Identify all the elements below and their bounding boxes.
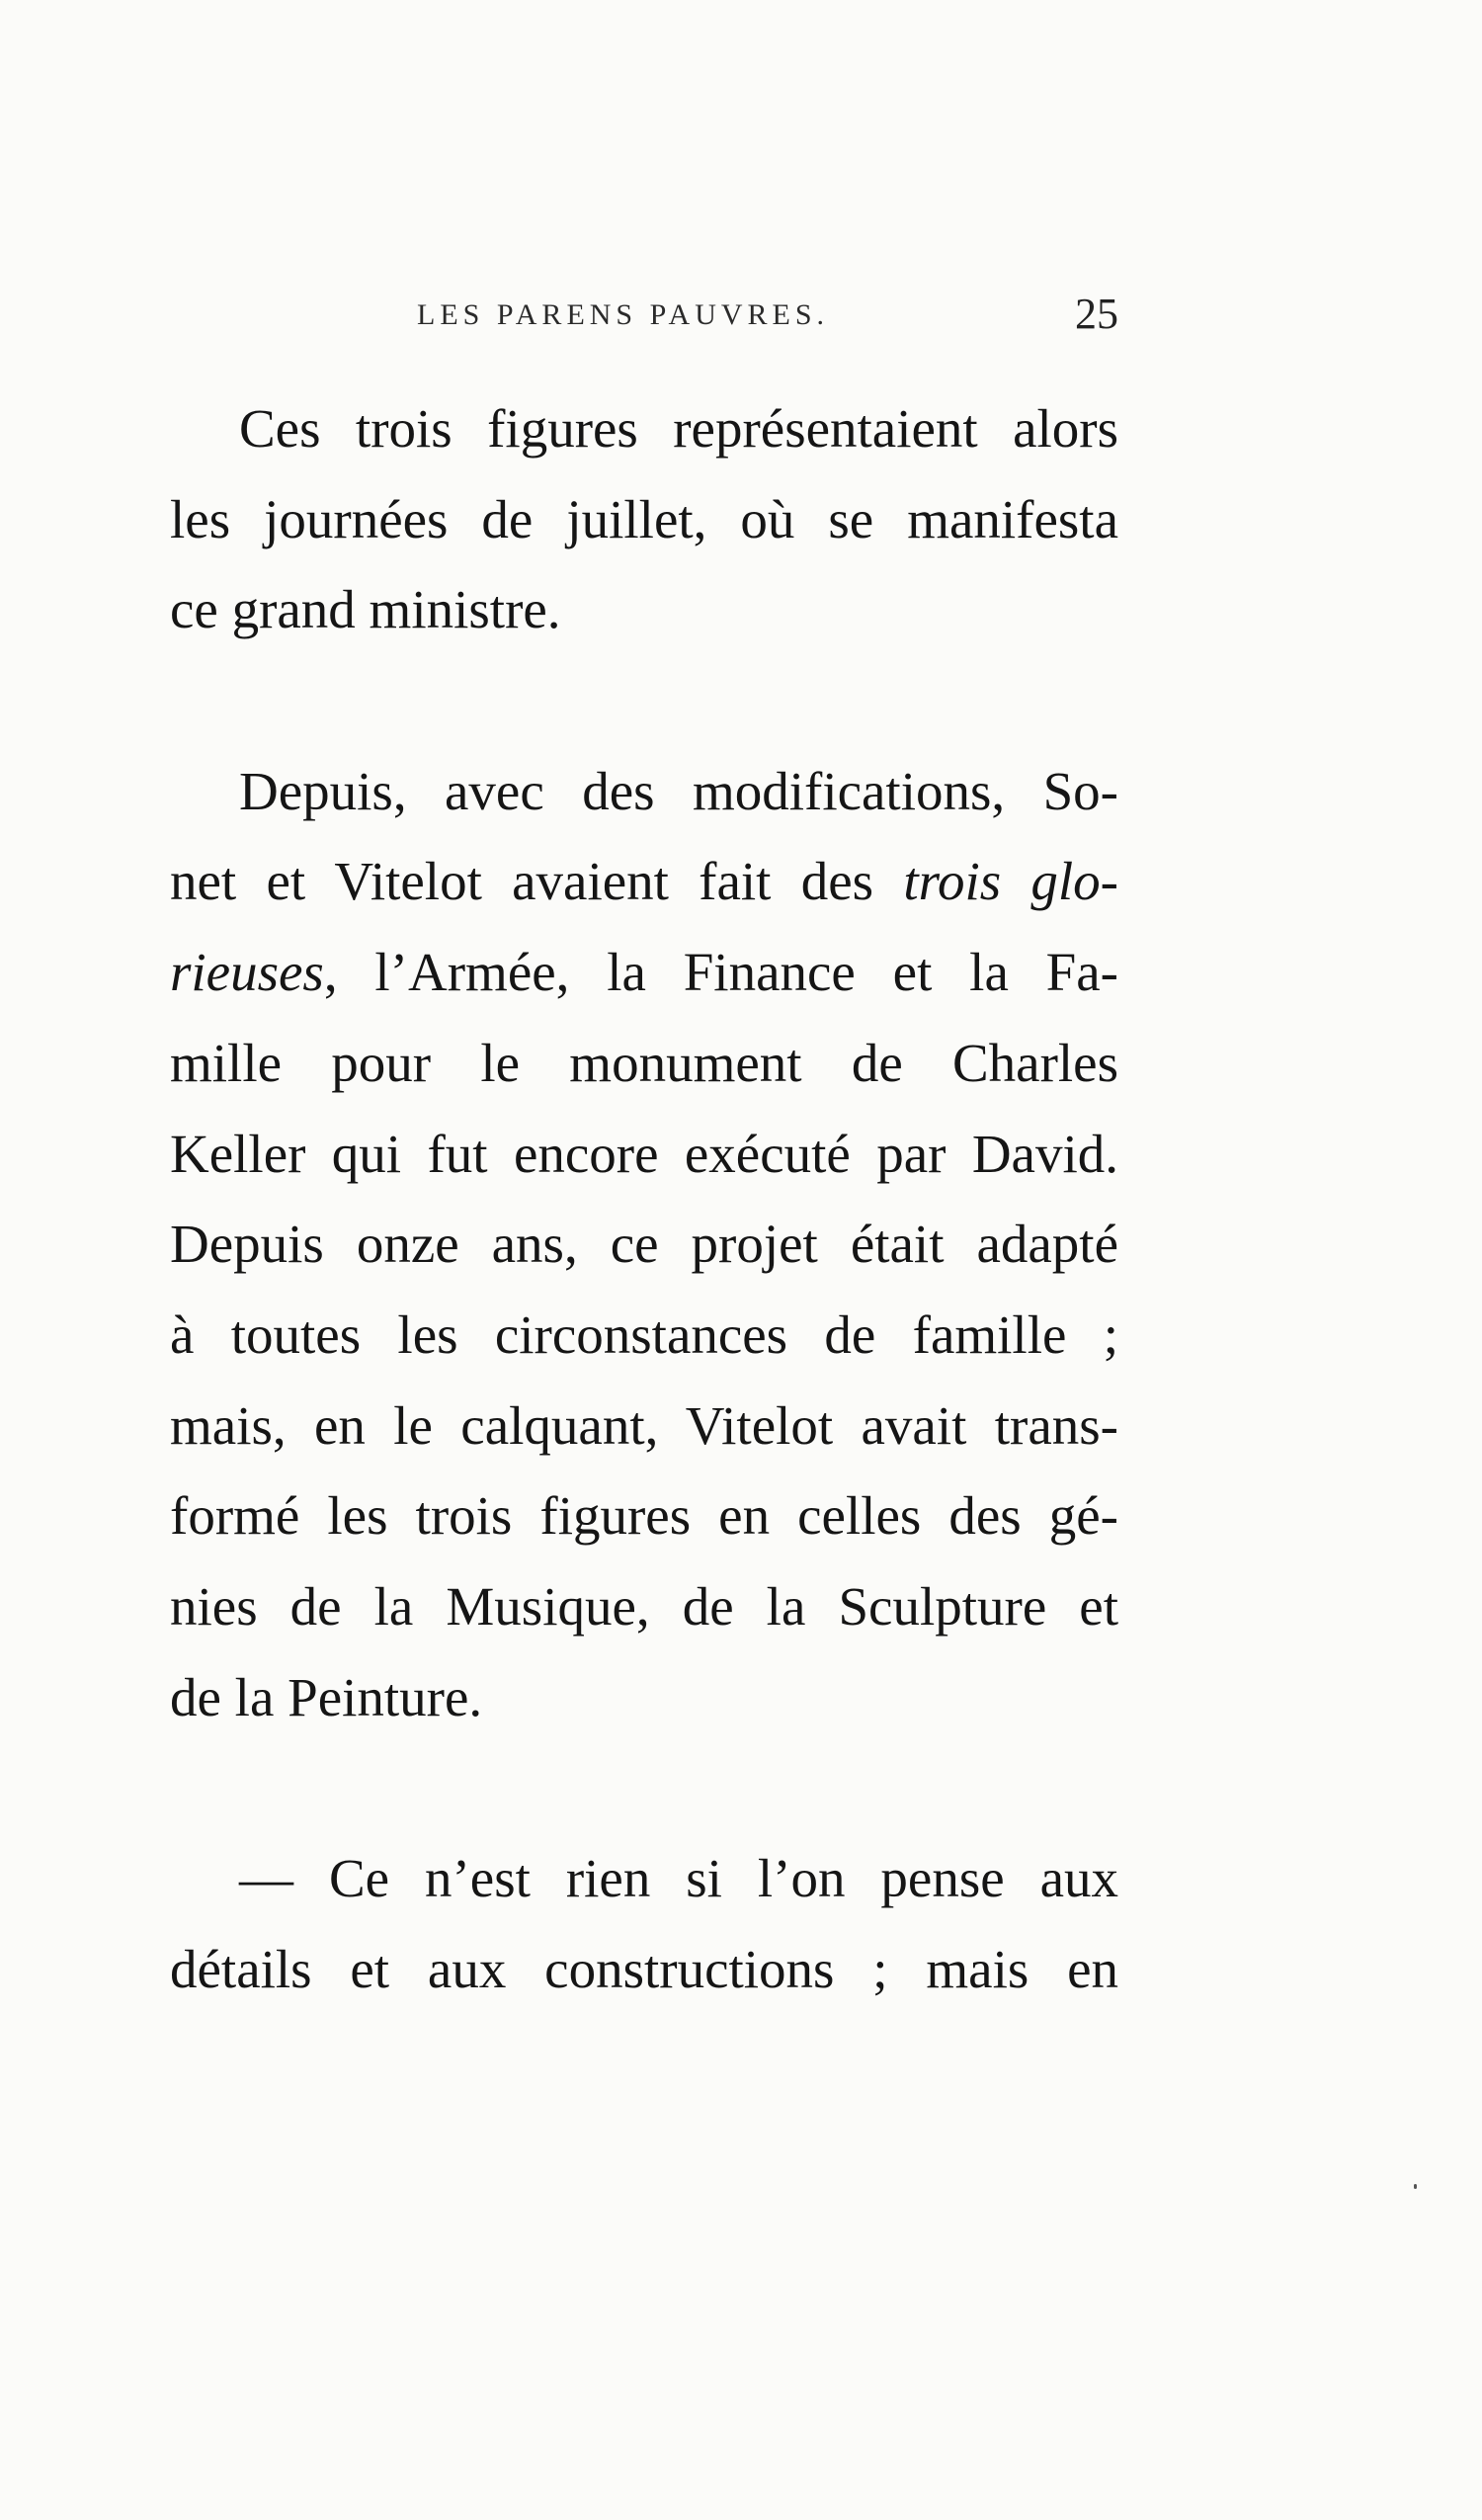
running-head [170,290,1118,348]
text-line: Ces trois figures représentaient alors [239,398,1118,459]
text-line: nies de la Musique, de la Sculpture et [170,1575,1118,1637]
running-title: LES PARENS PAUVRES. [417,298,830,331]
paragraph-spacer [170,655,1118,746]
text-line: ce grand ministre. [170,579,561,640]
text-line: de la Peinture. [170,1666,483,1727]
text-line: — Ce n’est rien si l’on pense aux [239,1848,1118,1908]
italic-text: trois glo- [903,851,1118,912]
text-line [170,927,1118,1018]
text-line: mille pour le monument de Charles [170,1032,1118,1093]
text-line: Depuis, avec des modifications, So- [239,760,1118,821]
paragraph-3 [170,1833,1118,2014]
text-line [170,836,1118,927]
text-line: formé les trois figures en celles des gé- [170,1485,1118,1547]
page-number: 25 [1075,290,1118,338]
text-line: les journées de juillet, où se manifesta [170,488,1118,549]
text-line: Keller qui fut encore exécuté par David. [170,1123,1118,1184]
paragraph-2 [170,746,1118,1743]
text-line: mais, en le calquant, Vitelot avait trans- [170,1394,1118,1456]
paragraph-spacer [170,1742,1118,1833]
italic-text: rieuses [170,942,324,1003]
text-run: net et Vitelot avaient fait des [170,851,874,912]
text-line: à toutes les circonstances de famille ; [170,1303,1118,1365]
paper-speck [1414,2184,1417,2189]
text-line: Depuis onze ans, ce projet était adapté [170,1214,1118,1275]
text-run: , l’Armée, la Finance et la Fa- [323,942,1118,1003]
paragraph-1 [170,383,1118,655]
text-line: détails et aux constructions ; mais en [170,1938,1118,1999]
body-text [170,383,1118,2014]
